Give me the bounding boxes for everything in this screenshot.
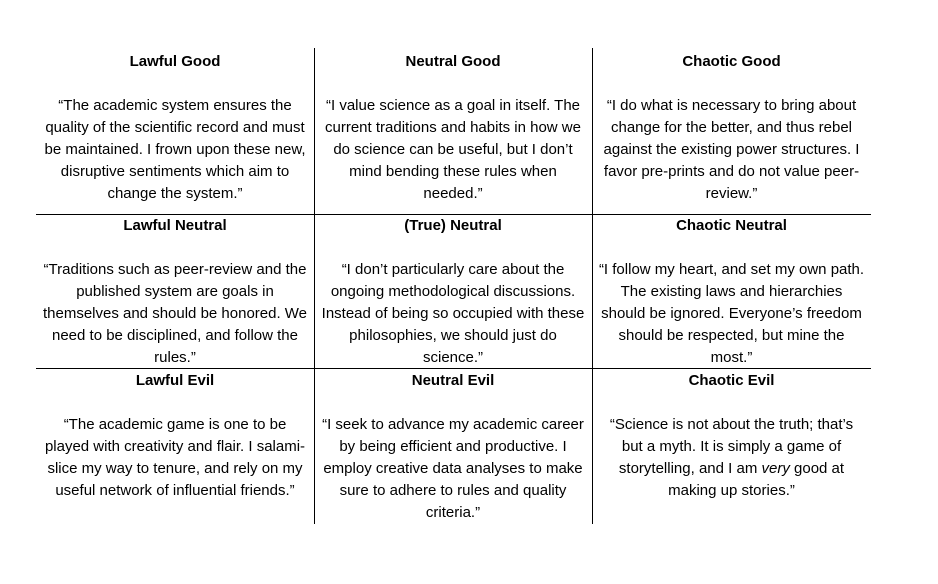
cell-lawful-evil [36,370,314,502]
cell-true-neutral [314,215,592,369]
cell-chaotic-evil [592,370,871,502]
cell-quote: “The academic game is one to be played with creativity and flair. I salami-slice my way to tenure, and rely on my useful network of influential friends.” [44,416,306,499]
cell-quote: “Traditions such as peer-review and the published system are goals in themselves and should be honored. We need to be disciplined, and follow the rules.” [42,261,308,366]
cell-chaotic-good [592,51,871,205]
cell-title: Neutral Evil [411,372,495,389]
cell-title: Chaotic Neutral [676,217,787,234]
quote-text: good at making up stories.” [668,460,845,499]
cell-quote [598,414,865,502]
alignment-chart [36,48,871,524]
cell-title: Chaotic Good [682,53,781,70]
cell-title: Lawful Neutral [123,217,227,234]
cell-quote: “I follow my heart, and set my own path. The existing laws and hierarchies should be ignored. Everyone’s freedom should be respected, but mine the most.” [598,261,865,366]
quote-emphasis: very [761,460,790,477]
cell-lawful-good [36,51,314,205]
cell-title: Chaotic Evil [688,372,775,389]
cell-quote: “I do what is necessary to bring about change for the better, and thus rebel against the existing power structures. I favor pre-prints and do not value peer-review.” [603,97,860,202]
cell-title: (True) Neutral [404,217,502,234]
cell-quote: “I don’t particularly care about the ongoing methodological discussions. Instead of being so occupied with these philosophies, we should just do science.” [321,261,585,366]
cell-title: Neutral Good [405,53,501,70]
cell-quote: “The academic system ensures the quality of the scientific record and must be maintained. I frown upon these new, disruptive sentiments which aim to change the system.” [44,97,306,202]
cell-neutral-good [314,51,592,205]
cell-quote: “I seek to advance my academic career by being efficient and productive. I employ creative data analyses to make sure to adhere to rules and quality criteria.” [322,416,584,521]
cell-lawful-neutral [36,215,314,369]
cell-title: Lawful Good [129,53,221,70]
cell-chaotic-neutral [592,215,871,369]
cell-neutral-evil [314,370,592,524]
cell-quote: “I value science as a goal in itself. The current traditions and habits in how we do science can be useful, but I don’t mind bending these rules when needed.” [325,97,581,202]
quote-text: “Science is not about the truth; that’s but a myth. It is simply a game of storytelling, and I am [609,416,854,477]
cell-title: Lawful Evil [135,372,215,389]
